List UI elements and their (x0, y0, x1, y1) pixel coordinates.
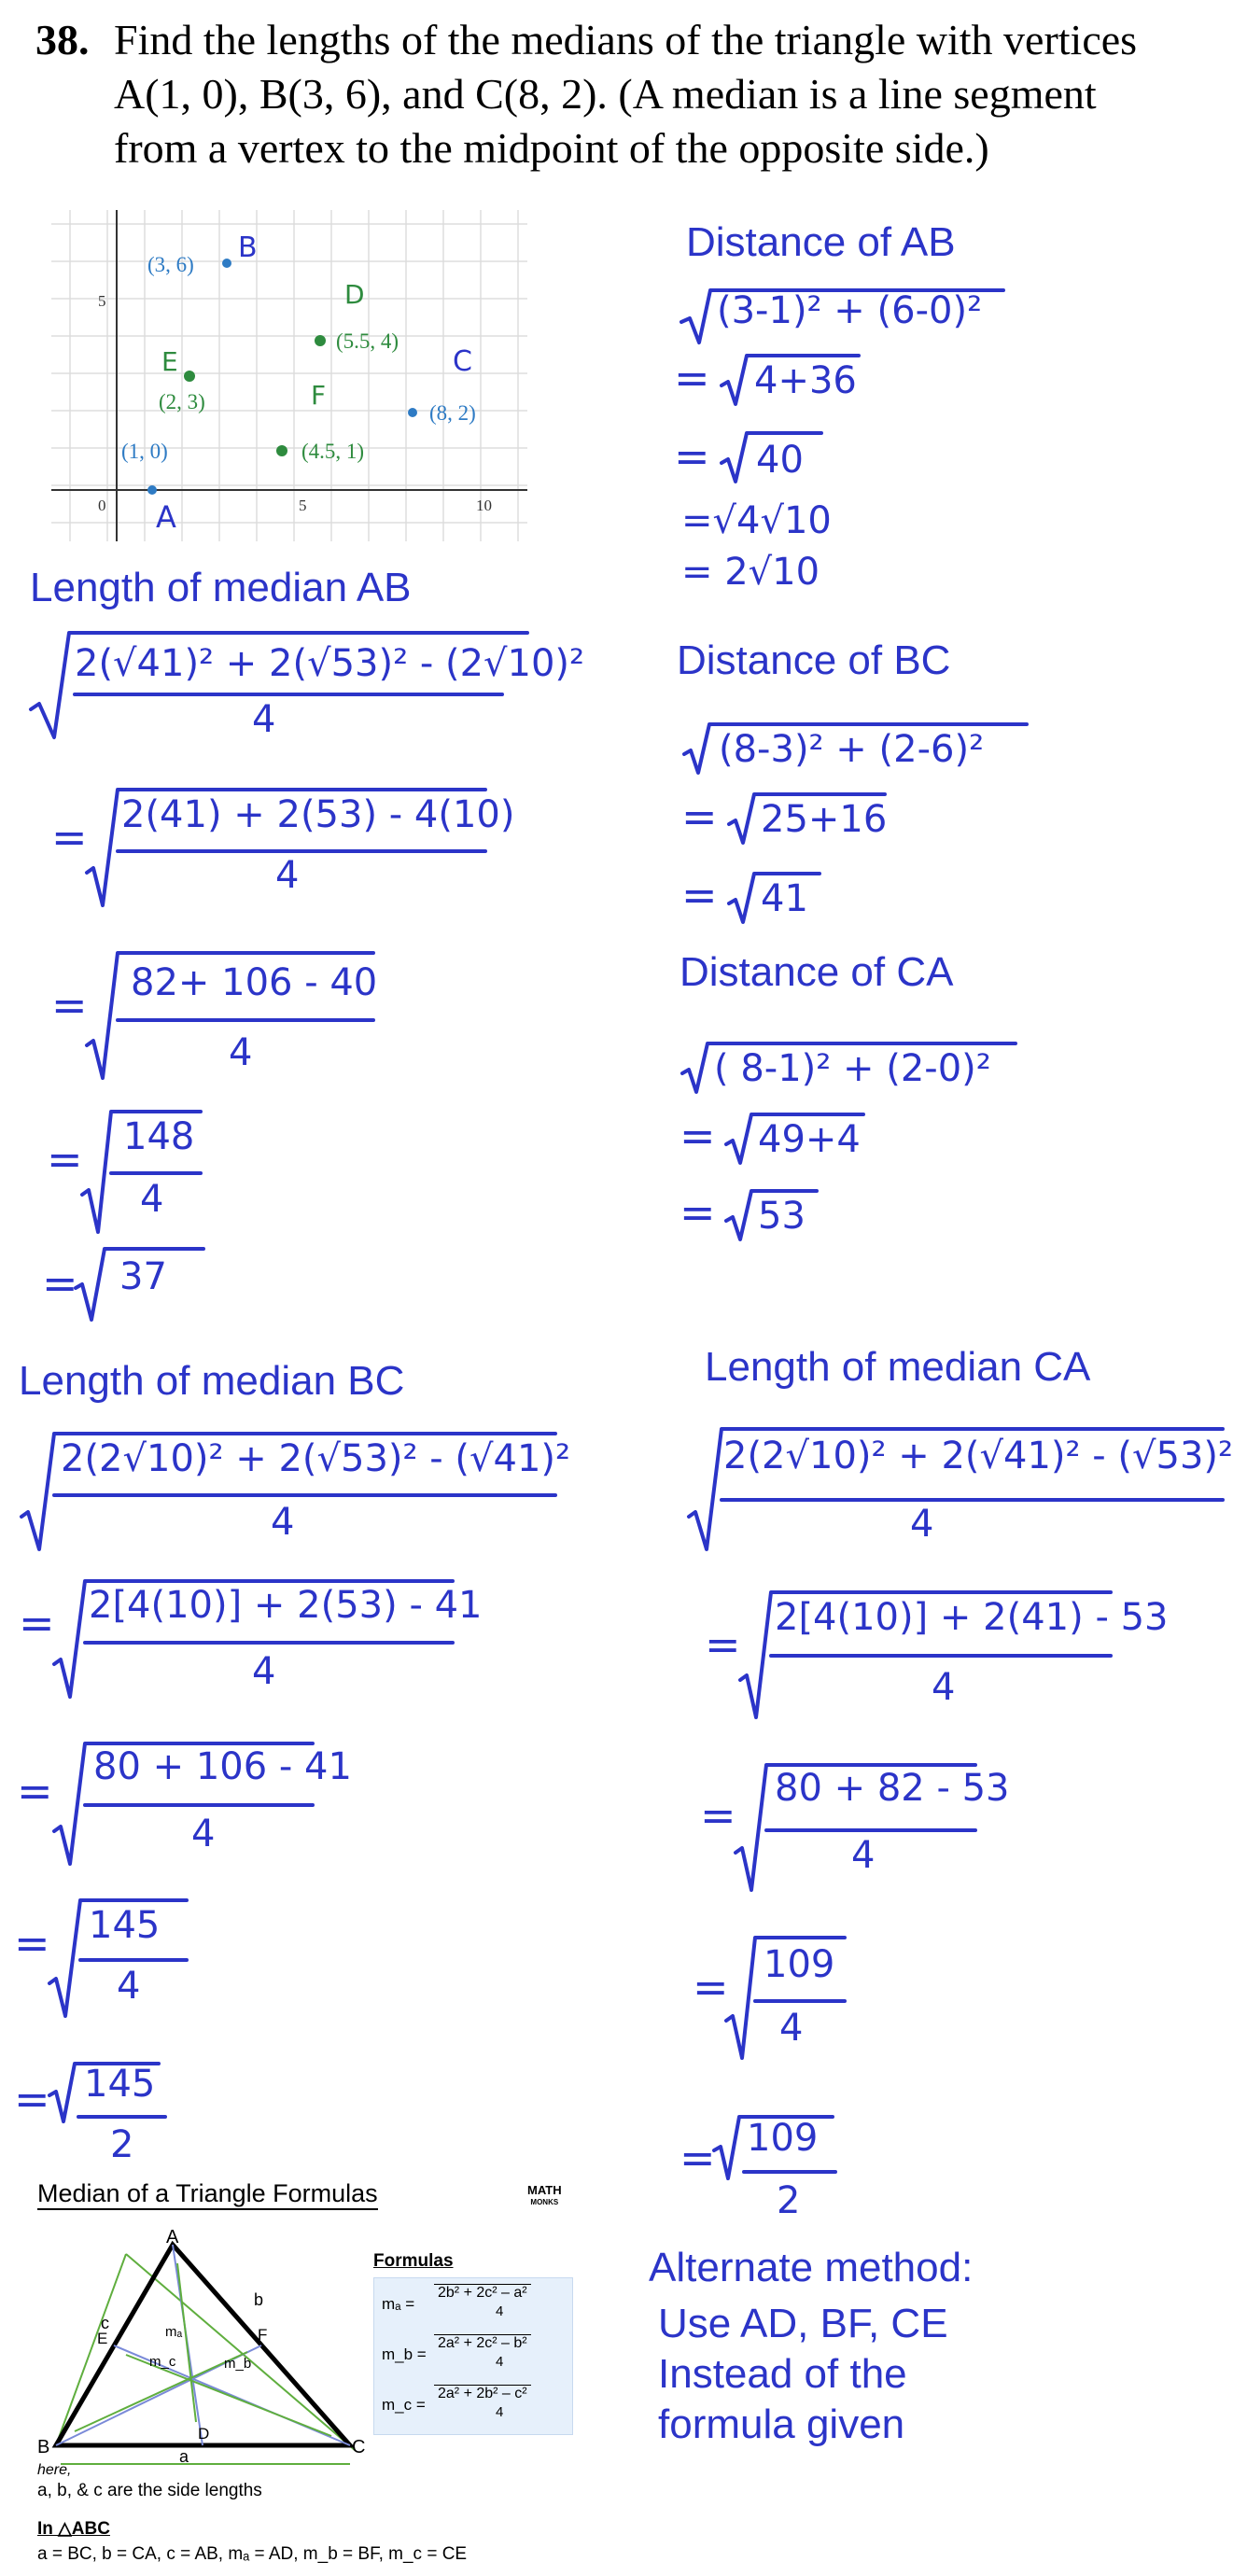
formula-mb-den: 4 (496, 2354, 504, 2370)
median-ca-num-2: 2[4(10)] + 2(41) - 53 (775, 1596, 1169, 1639)
median-ca-num-5: 109 (747, 2117, 819, 2160)
eq-sign: = (705, 1619, 741, 1670)
eq-sign: = (674, 353, 710, 403)
brand-top: MATH (527, 2183, 562, 2197)
eq-sign: = (51, 980, 88, 1030)
median-ca-num-3: 80 + 82 - 53 (775, 1767, 1010, 1810)
median-ab-title: Length of median AB (30, 565, 412, 610)
point-b-tag: B (238, 231, 258, 264)
median-ca-den-3: 4 (851, 1834, 876, 1877)
tick-y5: 5 (98, 292, 106, 310)
diag-label-d: D (198, 2425, 210, 2443)
brand-logo (527, 2184, 562, 2208)
brand-bottom: MONKS (530, 2198, 559, 2206)
median-bc-title: Length of median BC (19, 1358, 405, 1404)
point-b-label: (3, 6) (147, 253, 194, 276)
point-f-label: (4.5, 1) (301, 440, 365, 463)
point-d-tag: D (344, 279, 365, 310)
median-ca-den-4: 4 (779, 2007, 804, 2050)
tick-x5: 5 (299, 497, 307, 514)
median-bc-den-2: 4 (252, 1650, 276, 1693)
dist-bc-line-1: (8-3)² + (2-6)² (719, 728, 985, 771)
median-ab-den-3: 4 (229, 1031, 253, 1074)
point-a-label: (1, 0) (121, 440, 168, 463)
eq-sign: = (674, 431, 710, 482)
problem-line-2: A(1, 0), B(3, 6), and C(8, 2). (A median is a line segment (114, 70, 1097, 118)
alternate-line-1: Alternate method: (649, 2245, 974, 2290)
point-a-tag: A (156, 499, 176, 535)
median-bc-num-2: 2[4(10)] + 2(53) - 41 (89, 1584, 483, 1627)
median-bc-num-3: 80 + 106 - 41 (93, 1745, 352, 1788)
formula-mc-num: 2a² + 2b² – c² (434, 2385, 531, 2402)
formula-mb-num: 2a² + 2c² – b² (434, 2334, 531, 2352)
sides-note: a, b, & c are the side lengths (37, 2481, 262, 2500)
dist-ab-title: Distance of AB (686, 219, 956, 265)
diag-label-a: A (166, 2227, 179, 2247)
diag-label-e: E (97, 2330, 108, 2347)
formulas-heading: Formulas (373, 2251, 454, 2271)
median-bc-num-5: 145 (84, 2063, 156, 2106)
diag-label-b: B (37, 2437, 50, 2457)
point-c-label: (8, 2) (429, 401, 476, 425)
median-ca-den-5: 2 (777, 2179, 801, 2222)
eq-sign: = (680, 2133, 716, 2183)
alternate-line-3: Instead of the (658, 2351, 907, 2397)
dist-bc-line-3: 41 (761, 877, 808, 920)
coordinate-graph (51, 210, 527, 541)
eq-sign: = (700, 1790, 736, 1841)
diag-label-mc: m_c (149, 2354, 176, 2370)
tick-zero: 0 (98, 497, 106, 514)
formula-mc-label: m_c = (382, 2396, 426, 2414)
point-c (408, 408, 417, 417)
eq-sign: = (14, 2074, 50, 2124)
median-bc-num-4: 145 (89, 1904, 161, 1947)
median-ab-den-4: 4 (140, 1178, 164, 1221)
dist-bc-title: Distance of BC (677, 637, 951, 683)
formulas-panel (373, 2277, 573, 2435)
formula-ma-den: 4 (496, 2303, 504, 2319)
diag-label-f: F (258, 2326, 268, 2344)
eq-sign: = (47, 1134, 83, 1184)
formula-ma-label: mₐ = (382, 2295, 415, 2313)
alternate-line-4: formula given (658, 2401, 905, 2447)
tick-x10: 10 (476, 497, 492, 514)
point-b (222, 259, 231, 268)
problem-number: 38. (35, 16, 90, 63)
median-bc-den-4: 4 (117, 1965, 141, 2008)
eq-sign: = (17, 1766, 53, 1816)
eq-sign: = (14, 1918, 50, 1968)
point-c-tag: C (453, 345, 472, 378)
point-e-tag: E (161, 346, 178, 377)
median-ca-title: Length of median CA (705, 1344, 1091, 1390)
point-a (147, 485, 157, 495)
point-e (184, 371, 195, 382)
point-f (276, 445, 287, 456)
diag-label-c: C (352, 2437, 366, 2457)
dist-ab-line-4: =√4√10 (681, 499, 832, 542)
dist-bc-line-2: 25+16 (761, 798, 888, 841)
formula-mc-den: 4 (496, 2404, 504, 2420)
dist-ab-line-1: (3-1)² + (6-0)² (717, 289, 983, 332)
eq-sign: = (42, 1258, 78, 1309)
diag-label-b-side: b (254, 2290, 264, 2309)
median-ca-den-1: 4 (910, 1503, 934, 1546)
diag-label-a-side: a (179, 2447, 189, 2466)
dist-ab-line-5: = 2√10 (681, 551, 820, 594)
median-ca-fraction-bar (742, 2167, 845, 2177)
eq-sign: = (693, 1962, 729, 2012)
dist-ab-line-2: 4+36 (754, 359, 857, 402)
median-ab-num-4: 148 (123, 1115, 195, 1158)
median-ab-num-1: 2(√41)² + 2(√53)² - (2√10)² (75, 642, 585, 685)
median-ab-den-1: 4 (252, 698, 276, 741)
median-ca-num-4: 109 (764, 1943, 835, 1986)
point-d-label: (5.5, 4) (336, 329, 399, 353)
formula-box-title: Median of a Triangle Formulas (37, 2179, 378, 2210)
median-ab-result: 37 (119, 1255, 167, 1298)
formula-ma-num: 2b² + 2c² – a² (434, 2284, 531, 2302)
median-bc-den-5: 2 (110, 2123, 134, 2166)
median-bc-den-1: 4 (271, 1501, 295, 1544)
diag-label-ma: mₐ (165, 2324, 183, 2340)
median-bc-den-3: 4 (191, 1813, 216, 1855)
median-bc-num-1: 2(2√10)² + 2(√53)² - (√41)² (61, 1437, 571, 1480)
eq-sign: = (19, 1598, 55, 1648)
median-ab-num-3: 82+ 106 - 40 (131, 961, 378, 1004)
dist-ab-line-3: 40 (756, 439, 804, 482)
median-ca-num-1: 2(2√10)² + 2(√41)² - (√53)² (723, 1435, 1233, 1477)
problem-line-1: Find the lengths of the medians of the triangle with vertices (114, 16, 1138, 63)
definitions-line: a = BC, b = CA, c = AB, mₐ = AD, m_b = BF, m_c = CE (37, 2544, 468, 2564)
eq-sign: = (681, 870, 718, 920)
median-ab-num-2: 2(41) + 2(53) - 4(10) (121, 793, 515, 836)
median-ca-den-2: 4 (932, 1666, 956, 1709)
problem-statement (35, 13, 1221, 175)
eq-sign: = (51, 812, 88, 862)
diag-label-c-side: c (101, 2314, 109, 2332)
dist-ca-title: Distance of CA (680, 949, 954, 995)
median-ab-den-2: 4 (275, 854, 300, 897)
eq-sign: = (681, 791, 718, 842)
point-f-tag: F (311, 380, 327, 411)
problem-line-3: from a vertex to the midpoint of the opposite side.) (114, 124, 989, 172)
here-note: here, (37, 2462, 72, 2478)
dist-ca-line-1: ( 8-1)² + (2-0)² (714, 1047, 991, 1090)
diag-label-mb: m_b (224, 2356, 252, 2372)
point-d (315, 335, 326, 346)
formula-mb-label: m_b = (382, 2345, 427, 2363)
median-triangle-diagram (37, 2227, 366, 2478)
in-abc-heading: In △ABC (37, 2519, 110, 2539)
alternate-line-2: Use AD, BF, CE (658, 2301, 948, 2346)
point-e-label: (2, 3) (159, 390, 205, 413)
median-bc-fraction-bar (77, 2112, 170, 2121)
dist-ca-line-3: 53 (758, 1195, 806, 1238)
eq-sign: = (680, 1187, 716, 1238)
eq-sign: = (680, 1111, 716, 1161)
dist-ca-line-2: 49+4 (758, 1118, 861, 1161)
